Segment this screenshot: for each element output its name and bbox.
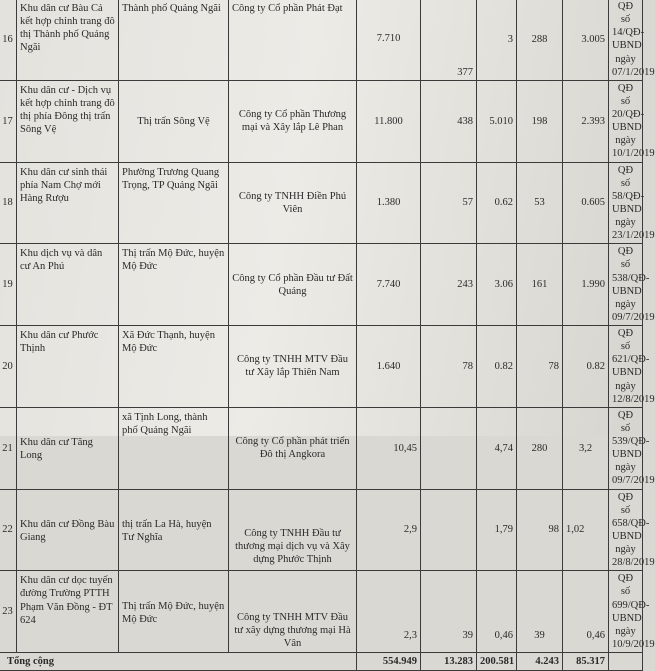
decision-cell: QĐ số 20/QĐ-UBND ngày 10/1/2019 <box>609 80 643 162</box>
row-number: 23 <box>0 571 17 653</box>
decision-cell: QĐ số 538/QĐ-UBND ngày 09/7/2019 <box>609 244 643 326</box>
project-name: Khu dân cư Đồng Bàu Giang <box>17 489 119 571</box>
value-cell: 98 <box>517 489 563 571</box>
project-name: Khu dân cư dọc tuyến đường Trường PTTH Phạm Văn Đồng - ĐT 624 <box>17 571 119 653</box>
project-location: Thị trấn Mộ Đức, huyện Mộ Đức <box>119 244 229 326</box>
total-value: 4.243 <box>517 653 563 671</box>
value-cell: 0.62 <box>477 162 517 244</box>
value-cell: 4,74 <box>477 407 517 489</box>
value-cell: 2,9 <box>357 489 421 571</box>
project-investor: Công ty TNHH MTV Đầu tư Xây lắp Thiên Nam <box>229 326 357 408</box>
table-row <box>0 244 643 326</box>
decision-cell: QĐ số 699/QĐ-UBND ngày 10/9/2019 <box>609 571 643 653</box>
table-row <box>0 0 643 80</box>
total-value: 85.317 <box>563 653 609 671</box>
value-cell: 161 <box>517 244 563 326</box>
value-cell: 11.800 <box>357 80 421 162</box>
decision-cell: QĐ số 621/QĐ-UBND ngày 12/8/2019 <box>609 326 643 408</box>
row-number: 22 <box>0 489 17 571</box>
value-cell: 438 <box>421 80 477 162</box>
row-number: 18 <box>0 162 17 244</box>
value-cell: 3 <box>477 0 517 80</box>
row-number: 17 <box>0 80 17 162</box>
table-row <box>0 162 643 244</box>
value-cell: 5.010 <box>477 80 517 162</box>
value-cell <box>421 407 477 489</box>
value-cell: 1,79 <box>477 489 517 571</box>
row-number: 21 <box>0 407 17 489</box>
value-cell: 3.06 <box>477 244 517 326</box>
total-value: 554.949 <box>357 653 421 671</box>
project-investor: Công ty Cổ phần Phát Đạt <box>229 0 357 80</box>
project-name: Khu dân cư sinh thái phía Nam Chợ mới Hàng Rượu <box>17 162 119 244</box>
value-cell: 39 <box>517 571 563 653</box>
total-row <box>0 653 643 671</box>
project-location: thị trấn La Hà, huyện Tư Nghĩa <box>119 489 229 571</box>
table-row <box>0 407 643 489</box>
total-value: 200.581 <box>477 653 517 671</box>
value-cell: 0.82 <box>563 326 609 408</box>
project-investor: Công ty TNHH MTV Đầu tư xây dựng thương mại Hà Vân <box>229 571 357 653</box>
value-cell: 39 <box>421 571 477 653</box>
total-value: 13.283 <box>421 653 477 671</box>
value-cell: 280 <box>517 407 563 489</box>
value-cell: 0,46 <box>477 571 517 653</box>
project-name: Khu dịch vụ và dân cư An Phú <box>17 244 119 326</box>
value-cell: 198 <box>517 80 563 162</box>
value-cell <box>421 489 477 571</box>
project-investor: Công ty TNHH Điền Phú Viên <box>229 162 357 244</box>
decision-cell: QĐ số 658/QĐ-UBND ngày 28/8/2019 <box>609 489 643 571</box>
decision-cell: QĐ số 14/QĐ-UBND ngày 07/1/2019 <box>609 0 643 80</box>
value-cell: 1.640 <box>357 326 421 408</box>
value-cell: 0,46 <box>563 571 609 653</box>
project-name: Khu dân cư - Dịch vụ kết hợp chỉnh trang đô thị phía Đông thị trấn Sông Vệ <box>17 80 119 162</box>
project-location: Thị trấn Mộ Đức, huyện Mộ Đức <box>119 571 229 653</box>
value-cell: 7.740 <box>357 244 421 326</box>
value-cell: 57 <box>421 162 477 244</box>
project-name: Khu dân cư Bàu Cả kết hợp chỉnh trang đô thị Thành phố Quảng Ngãi <box>17 0 119 80</box>
decision-cell: QĐ số 539/QĐ-UBND ngày 09/7/2019 <box>609 407 643 489</box>
project-location: xã Tịnh Long, thành phố Quảng Ngãi <box>119 407 229 489</box>
table-row <box>0 571 643 653</box>
row-number: 20 <box>0 326 17 408</box>
project-name: Khu dân cư Phước Thịnh <box>17 326 119 408</box>
table-row <box>0 326 643 408</box>
row-number: 19 <box>0 244 17 326</box>
value-cell: 10,45 <box>357 407 421 489</box>
project-location: Thị trấn Sông Vệ <box>119 80 229 162</box>
project-investor: Công ty Cổ phần Thương mại và Xây lắp Lê Phan <box>229 80 357 162</box>
row-number: 16 <box>0 0 17 80</box>
value-cell: 0.82 <box>477 326 517 408</box>
value-cell: 377 <box>421 0 477 80</box>
value-cell: 3.005 <box>563 0 609 80</box>
value-cell: 78 <box>421 326 477 408</box>
value-cell: 1.990 <box>563 244 609 326</box>
value-cell: 53 <box>517 162 563 244</box>
value-cell: 7.710 <box>357 0 421 80</box>
value-cell: 2.393 <box>563 80 609 162</box>
value-cell: 2,3 <box>357 571 421 653</box>
value-cell: 78 <box>517 326 563 408</box>
value-cell: 0.605 <box>563 162 609 244</box>
total-label: Tổng cộng <box>0 653 357 671</box>
table-row <box>0 80 643 162</box>
table-row <box>0 489 643 571</box>
project-investor: Công ty Cổ phần phát triển Đô thị Angkora <box>229 407 357 489</box>
total-decision <box>609 653 643 671</box>
project-investor: Công ty Cổ phần Đầu tư Đất Quảng <box>229 244 357 326</box>
value-cell: 1,02 <box>563 489 609 571</box>
project-location: Xã Đức Thạnh, huyện Mộ Đức <box>119 326 229 408</box>
value-cell: 1.380 <box>357 162 421 244</box>
project-investor: Công ty TNHH Đầu tư thương mại dịch vụ và Xây dựng Phước Thịnh <box>229 489 357 571</box>
project-location: Thành phố Quảng Ngãi <box>119 0 229 80</box>
project-location: Phường Trương Quang Trọng, TP Quảng Ngãi <box>119 162 229 244</box>
value-cell: 3,2 <box>563 407 609 489</box>
decision-cell: QĐ số 58/QĐ-UBND ngày 23/1/2019 <box>609 162 643 244</box>
value-cell: 288 <box>517 0 563 80</box>
project-name: Khu dân cư Tăng Long <box>17 407 119 489</box>
value-cell: 243 <box>421 244 477 326</box>
